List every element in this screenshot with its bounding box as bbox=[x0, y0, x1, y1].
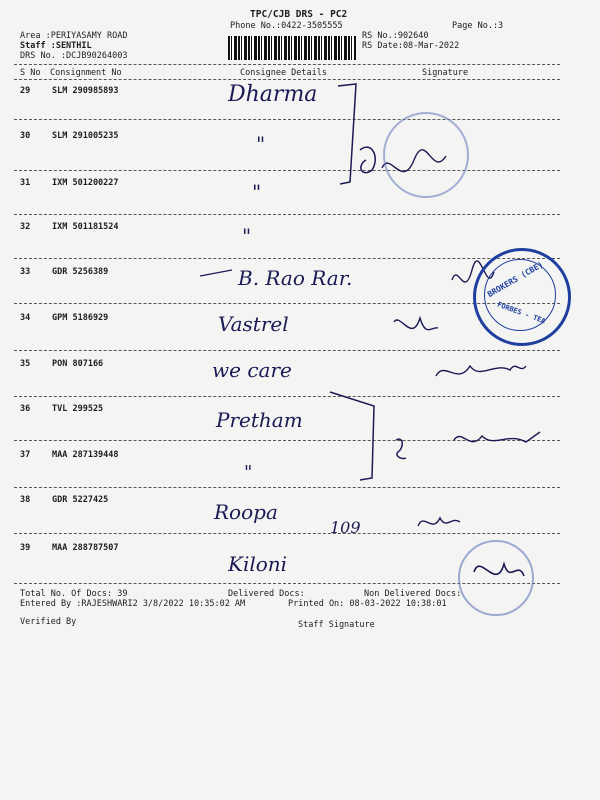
forbes-stamp bbox=[473, 248, 571, 346]
rs-date: RS Date:08-Mar-2022 bbox=[362, 41, 460, 51]
row-sno: 35 bbox=[20, 359, 31, 369]
row-consignment: SLM 291005235 bbox=[52, 131, 119, 141]
row-sno: 31 bbox=[20, 178, 31, 188]
row-sno: 39 bbox=[20, 543, 31, 553]
row-consignment: GDR 5227425 bbox=[52, 495, 109, 505]
row-consignee-handwritten: Pretham bbox=[216, 408, 303, 432]
signature-row35 bbox=[436, 366, 526, 376]
rs-number: RS No.:902640 bbox=[362, 31, 429, 41]
row-consignee-handwritten: Vastrel bbox=[218, 312, 289, 336]
row-consignee-handwritten: Kiloni bbox=[228, 552, 288, 576]
company-stamp-row30 bbox=[383, 112, 469, 198]
staff-label: Staff :SENTHIL bbox=[20, 41, 92, 51]
total-docs: Total No. Of Docs: 39 bbox=[20, 589, 128, 599]
row-consignment: TVL 299525 bbox=[52, 404, 104, 414]
row-consignment: IXM 501181524 bbox=[52, 222, 119, 232]
row-sno: 34 bbox=[20, 313, 31, 323]
row-sno: 30 bbox=[20, 131, 31, 141]
row-sno: 33 bbox=[20, 267, 31, 277]
col-signature: Signature bbox=[422, 68, 469, 78]
col-sno: S No bbox=[20, 68, 41, 78]
company-stamp-row39 bbox=[458, 540, 534, 616]
staff-signature: Staff Signature bbox=[298, 620, 375, 630]
signature-row36 bbox=[454, 432, 540, 442]
phone-number: Phone No.:0422-3505555 bbox=[230, 21, 343, 31]
row-consignment: MAA 287139448 bbox=[52, 450, 119, 460]
delivered-docs: Delivered Docs: bbox=[228, 589, 305, 599]
signature-row34 bbox=[394, 318, 438, 330]
forbes-stamp-ring-text: FORBES - TEA bbox=[496, 300, 547, 326]
row-consignee-handwritten: " bbox=[242, 224, 252, 248]
row-consignment: GPM 5186929 bbox=[52, 313, 109, 323]
row-consignee-handwritten: B. Rao Rar. bbox=[238, 266, 353, 290]
area-label: Area :PERIYASAMY ROAD bbox=[20, 31, 128, 41]
row-consignee-handwritten: " bbox=[252, 180, 262, 204]
non-delivered-docs: Non Delivered Docs: bbox=[364, 589, 462, 599]
col-consignee: Consignee Details bbox=[240, 68, 327, 78]
page-number: Page No.:3 bbox=[452, 21, 504, 31]
printed-on: Printed On: 08-03-2022 10:38:01 bbox=[288, 599, 447, 609]
row-sno: 36 bbox=[20, 404, 31, 414]
row-consignee-handwritten: we care bbox=[212, 358, 292, 382]
row-consignment: GDR 5256389 bbox=[52, 267, 109, 277]
row-sno: 37 bbox=[20, 450, 31, 460]
row-sno: 32 bbox=[20, 222, 31, 232]
verified-by: Verified By bbox=[20, 617, 77, 627]
row-sno: 29 bbox=[20, 86, 31, 96]
entered-by: Entered By :RAJESHWARI2 3/8/2022 10:35:02 AM bbox=[20, 599, 246, 609]
row-note-handwritten: 109 bbox=[330, 518, 361, 537]
row-sno: 38 bbox=[20, 495, 31, 505]
row-consignee-handwritten: Dharma bbox=[228, 82, 318, 107]
row-consignment: PON 807166 bbox=[52, 359, 104, 369]
row-consignee-handwritten: " bbox=[256, 132, 266, 156]
drs-number: DRS No. :DCJB90264003 bbox=[20, 51, 128, 61]
forbes-stamp-text: BROKERS (CBE) bbox=[485, 259, 545, 300]
signature-row38 bbox=[418, 518, 460, 526]
document-title: TPC/CJB DRS - PC2 bbox=[250, 9, 348, 20]
row-consignee-handwritten: " bbox=[244, 462, 253, 483]
row-consignee-handwritten: Roopa bbox=[214, 500, 278, 524]
row-consignment: IXM 501200227 bbox=[52, 178, 119, 188]
row-consignment: SLM 290985893 bbox=[52, 86, 119, 96]
row-consignment: MAA 288787507 bbox=[52, 543, 119, 553]
col-consignment: Consignment No bbox=[50, 68, 122, 78]
